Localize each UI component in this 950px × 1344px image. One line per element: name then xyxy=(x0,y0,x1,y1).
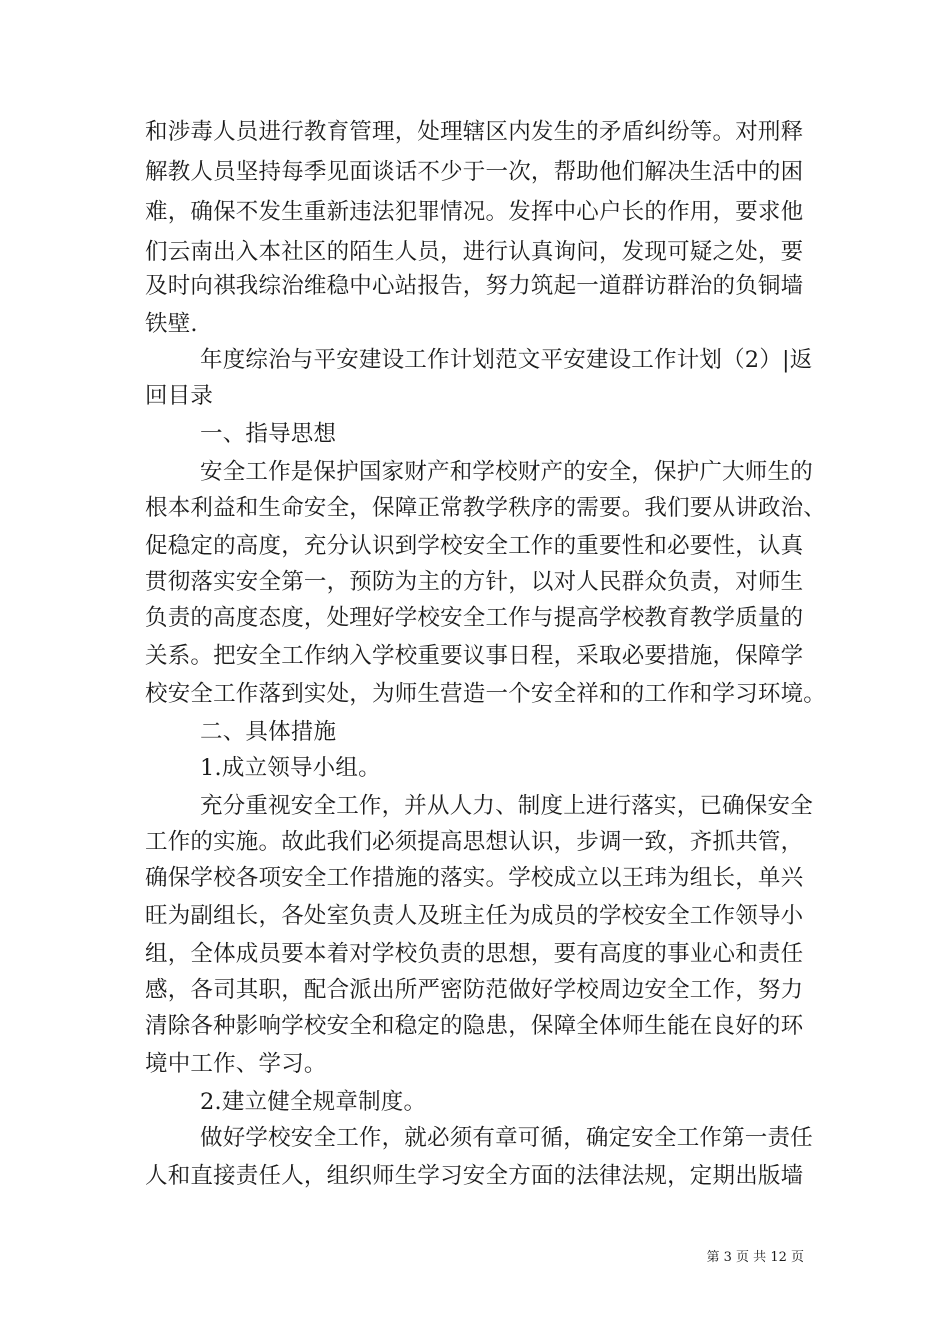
text-line: 铁壁. xyxy=(145,311,198,337)
page-number: 第 3 页 共 12 页 xyxy=(706,1250,804,1265)
page-footer xyxy=(0,1248,950,1268)
text-line: 校安全工作落到实处，为师生营造一个安全祥和的工作和学习环境。 xyxy=(145,681,827,707)
text-line: 做好学校安全工作，就必须有章可循，确定安全工作第一责任 xyxy=(200,1125,813,1151)
text-line: 难，确保不发生重新违法犯罪情况。发挥中心户长的作用，要求他 xyxy=(145,199,804,225)
text-line: 促稳定的高度，充分认识到学校安全工作的重要性和必要性，认真 xyxy=(145,533,804,559)
text-line: 关系。把安全工作纳入学校重要议事日程，采取必要措施，保障学 xyxy=(145,643,804,669)
text-line: 及时向祺我综治维稳中心站报告，努力筑起一道群访群治的负铜墙 xyxy=(145,273,804,299)
text-line: 感，各司其职，配合派出所严密防范做好学校周边安全工作，努力 xyxy=(145,977,804,1003)
subsection-heading: 2.建立健全规章制度。 xyxy=(200,1089,427,1115)
text-line: 旺为副组长，各处室负责人及班主任为成员的学校安全工作领导小 xyxy=(145,903,804,929)
text-line: 组，全体成员要本着对学校负责的思想，要有高度的事业心和责任 xyxy=(145,941,804,967)
text-line: 境中工作、学习。 xyxy=(145,1051,327,1077)
section-reference: 年度综治与平安建设工作计划范文平安建设工作计划（2）|返 xyxy=(200,347,813,373)
text-line: 充分重视安全工作，并从人力、制度上进行落实，已确保安全 xyxy=(200,793,813,819)
subsection-heading: 1.成立领导小组。 xyxy=(200,755,381,781)
text-line: 人和直接责任人，组织师生学习安全方面的法律法规，定期出版墙 xyxy=(145,1163,804,1189)
text-line: 清除各种影响学校安全和稳定的隐患，保障全体师生能在良好的环 xyxy=(145,1013,804,1039)
text-line: 安全工作是保护国家财产和学校财产的安全，保护广大师生的 xyxy=(200,459,813,485)
text-line: 解教人员坚持每季见面谈话不少于一次，帮助他们解决生活中的困 xyxy=(145,159,804,185)
text-line: 们云南出入本社区的陌生人员，进行认真询问，发现可疑之处，要 xyxy=(145,239,804,265)
section-heading: 二、具体措施 xyxy=(200,719,337,745)
text-line: 根本利益和生命安全，保障正常教学秩序的需要。我们要从讲政治、 xyxy=(145,495,827,521)
text-line: 工作的实施。故此我们必须提高思想认识，步调一致，齐抓共管， xyxy=(145,829,804,855)
text-line: 确保学校各项安全工作措施的落实。学校成立以王玮为组长，单兴 xyxy=(145,865,804,891)
text-line: 和涉毒人员进行教育管理，处理辖区内发生的矛盾纠纷等。对刑释 xyxy=(145,119,804,145)
text-line: 贯彻落实安全第一，预防为主的方针，以对人民群众负责，对师生 xyxy=(145,569,804,595)
section-heading: 一、指导思想 xyxy=(200,421,337,447)
section-reference: 回目录 xyxy=(145,383,214,409)
text-line: 负责的高度态度，处理好学校安全工作与提高学校教育教学质量的 xyxy=(145,605,804,631)
